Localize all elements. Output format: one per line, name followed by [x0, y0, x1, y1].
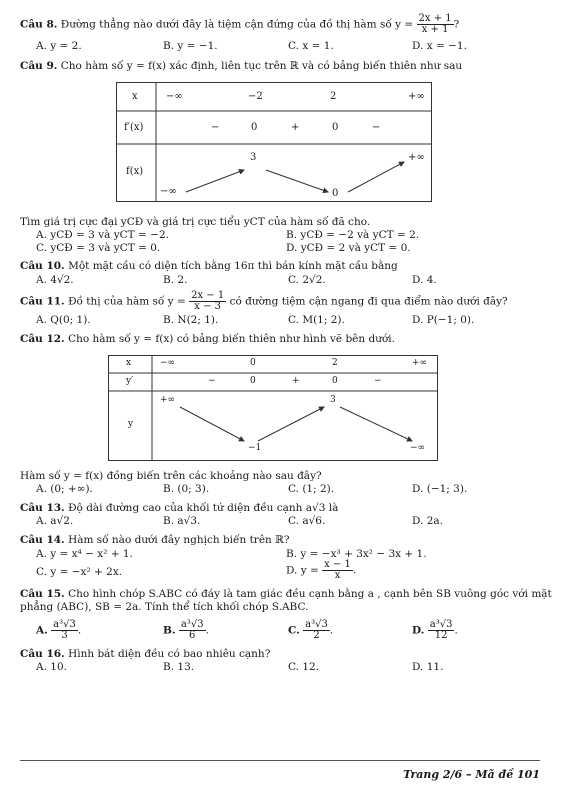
option-d[interactable]: [286, 560, 356, 581]
options-16: [20, 661, 550, 674]
option-a[interactable]: A. (0; +∞).: [36, 483, 93, 495]
function-value: 0: [332, 188, 339, 199]
options-14-row1: [20, 548, 550, 561]
question-stem: Một mặt cầu có diện tích bằng 16π thì bán kính mặt cầu bằng: [68, 260, 398, 272]
option-d[interactable]: [412, 620, 458, 641]
options-11: [20, 314, 550, 327]
question-9-prompt: Tìm giá trị cực đại yCĐ và giá trị cực tiểu yCT của hàm số đã cho.: [20, 216, 371, 228]
fraction-denominator: x + 1: [421, 24, 449, 35]
question-label: Câu 13.: [20, 502, 65, 514]
x-label: x: [132, 91, 138, 102]
fraction-numerator: x − 1: [324, 559, 351, 570]
derivative-sign: −: [374, 376, 382, 386]
derivative-value: 0: [332, 122, 339, 133]
fraction-denominator: x − 3: [194, 301, 222, 312]
derivative-sign: +: [291, 122, 300, 133]
question-stem: Đường thẳng nào dưới đây là tiệm cận đứng của đồ thị hàm số y =: [60, 18, 414, 31]
option-b[interactable]: B. y = −1.: [163, 40, 218, 52]
function-value: −∞: [410, 443, 426, 453]
question-stem: Hình bát diện đều có bao nhiêu cạnh?: [68, 648, 271, 660]
function-value: −1: [248, 443, 262, 453]
fraction-numerator: a³√3: [53, 619, 76, 630]
option-end: .: [454, 624, 458, 637]
question-13: [20, 502, 550, 515]
option-d[interactable]: D. 4.: [412, 274, 437, 286]
question-stem-end: có đường tiệm cận ngang đi qua điểm nào dưới đây?: [229, 295, 508, 308]
option-a[interactable]: A. 4√2.: [36, 274, 74, 286]
function-label: f(x): [126, 166, 144, 177]
question-label: Câu 10.: [20, 260, 65, 272]
fraction-denominator: 2: [313, 630, 320, 641]
question-12: [20, 333, 550, 346]
options-10: [20, 274, 550, 287]
derivative-label: y′: [126, 376, 134, 386]
function-value: +∞: [160, 395, 176, 405]
question-label: Câu 11.: [20, 295, 65, 308]
fraction-denominator: x: [334, 570, 341, 581]
fraction: [428, 619, 458, 641]
derivative-value: 0: [332, 376, 338, 386]
question-8: [20, 14, 550, 35]
option-end: .: [205, 624, 209, 637]
option-a[interactable]: A. 10.: [36, 661, 67, 673]
page-footer: Trang 2/6 – Mã đề 101: [403, 768, 540, 781]
option-d[interactable]: D. 2a.: [412, 515, 443, 527]
options-9-row2: [20, 242, 550, 255]
question-15: [20, 588, 550, 601]
option-d[interactable]: D. P(−1; 0).: [412, 314, 475, 326]
variation-table-9: [116, 82, 432, 202]
option-label: B.: [163, 624, 176, 637]
options-12: [20, 483, 550, 496]
options-9-row1: [20, 229, 550, 242]
option-c[interactable]: C. x = 1.: [288, 40, 334, 52]
x-value: +∞: [412, 358, 428, 368]
question-stem: Độ dài đường cao của khối tứ diện đều cạnh a√3 là: [68, 502, 339, 514]
question-label: Câu 15.: [20, 588, 65, 600]
option-label: A.: [36, 624, 48, 637]
option-c[interactable]: [288, 620, 333, 641]
option-a[interactable]: [36, 620, 81, 641]
x-value: 2: [332, 358, 338, 368]
fraction-numerator: 2x + 1: [418, 13, 452, 24]
option-end: .: [77, 624, 82, 637]
function-value: −∞: [160, 186, 177, 197]
option-b[interactable]: [163, 620, 209, 641]
x-label: x: [126, 358, 132, 368]
question-9: [20, 60, 550, 73]
derivative-sign: −: [211, 122, 220, 133]
question-12-prompt: Hàm số y = f(x) đồng biến trên các khoảng nào sau đây?: [20, 470, 322, 482]
option-b[interactable]: B. y = −x³ + 3x² − 3x + 1.: [286, 548, 427, 560]
options-14-row2: [20, 559, 550, 581]
option-a[interactable]: A. y = x⁴ − x² + 1.: [36, 548, 133, 560]
option-d[interactable]: D. yCĐ = 2 và yCT = 0.: [286, 242, 411, 254]
question-15-line2: phẳng (ABC), SB = 2a. Tính thể tích khối chóp S.ABC.: [20, 601, 309, 613]
option-c[interactable]: C. (1; 2).: [288, 483, 335, 495]
derivative-label: f′(x): [124, 122, 144, 133]
x-value: −∞: [166, 91, 183, 102]
option-d[interactable]: D. x = −1.: [412, 40, 467, 52]
table-grid: [116, 82, 432, 202]
option-a[interactable]: A. y = 2.: [36, 40, 82, 52]
x-value: −2: [248, 91, 263, 102]
question-stem: Cho hàm số y = f(x) có bảng biến thiên như hình vẽ bên dưới.: [68, 333, 395, 345]
fraction: [179, 620, 206, 641]
fraction: [322, 560, 353, 581]
option-d-end: .: [352, 564, 357, 577]
question-stem: Cho hàm số y = f(x) xác định, liên tục trên ℝ và có bảng biến thiên như sau: [60, 60, 463, 72]
function-value: +∞: [408, 152, 425, 163]
footer-divider: [20, 760, 540, 761]
option-b[interactable]: B. a√3.: [163, 515, 201, 527]
x-value: +∞: [408, 91, 425, 102]
fraction-denominator: 6: [189, 630, 196, 641]
fraction-numerator: 2x − 1: [191, 290, 225, 301]
question-stem: Đồ thị của hàm số y =: [68, 295, 186, 308]
option-label: D.: [412, 624, 425, 637]
fraction: [51, 620, 78, 641]
variation-table-12: [108, 355, 438, 461]
question-16: [20, 648, 550, 661]
question-mark: ?: [453, 18, 460, 31]
fraction-numerator: a³√3: [429, 619, 453, 630]
option-b[interactable]: B. (0; 3).: [163, 483, 210, 495]
function-value: 3: [330, 395, 336, 405]
question-stem: Cho hình chóp S.ABC có đáy là tam giác đều cạnh bằng a , cạnh bên SB vuông góc với mặt: [68, 588, 552, 600]
option-d-label: D. y =: [286, 564, 319, 577]
derivative-sign: −: [372, 122, 381, 133]
fraction-denominator: 3: [61, 630, 68, 641]
fraction-numerator: a³√3: [305, 619, 328, 630]
question-10: [20, 260, 550, 273]
derivative-value: 0: [250, 376, 256, 386]
option-b[interactable]: B. 2.: [163, 274, 188, 286]
option-a[interactable]: A. a√2.: [36, 515, 74, 527]
question-stem: Hàm số nào dưới đây nghịch biến trên ℝ?: [68, 534, 290, 546]
option-c[interactable]: C. M(1; 2).: [288, 314, 345, 326]
options-15: [20, 620, 550, 646]
option-d[interactable]: D. 11.: [412, 661, 444, 673]
fraction: [303, 620, 330, 641]
derivative-sign: −: [208, 376, 216, 386]
fraction-numerator: a³√3: [180, 619, 204, 630]
fraction: [417, 14, 454, 35]
function-value: 3: [250, 152, 257, 163]
x-value: −∞: [160, 358, 176, 368]
question-label: Câu 8.: [20, 18, 58, 31]
option-end: .: [329, 624, 334, 637]
option-c[interactable]: C. 2√2.: [288, 274, 326, 286]
question-11: [20, 291, 550, 312]
option-c[interactable]: C. a√6.: [288, 515, 326, 527]
option-b[interactable]: B. yCĐ = −2 và yCT = 2.: [286, 229, 420, 241]
derivative-sign: +: [292, 376, 300, 386]
option-d[interactable]: D. (−1; 3).: [412, 483, 468, 495]
fraction-denominator: 12: [434, 630, 448, 641]
question-label: Câu 9.: [20, 60, 58, 72]
options-8: [20, 40, 550, 53]
option-b[interactable]: B. N(2; 1).: [163, 314, 219, 326]
option-c[interactable]: C. yCĐ = 3 và yCT = 0.: [36, 242, 161, 254]
option-c[interactable]: C. 12.: [288, 661, 320, 673]
option-a[interactable]: A. Q(0; 1).: [36, 314, 91, 326]
x-value: 2: [330, 91, 337, 102]
derivative-value: 0: [251, 122, 258, 133]
table-grid: [108, 355, 438, 461]
option-c[interactable]: C. y = −x² + 2x.: [36, 566, 123, 578]
x-value: 0: [250, 358, 256, 368]
option-label: C.: [288, 624, 300, 637]
question-14: [20, 534, 550, 547]
options-13: [20, 515, 550, 528]
question-label: Câu 12.: [20, 333, 65, 345]
question-label: Câu 16.: [20, 648, 65, 660]
fraction: [189, 291, 226, 312]
option-a[interactable]: A. yCĐ = 3 và yCT = −2.: [36, 229, 169, 241]
question-label: Câu 14.: [20, 534, 65, 546]
option-b[interactable]: B. 13.: [163, 661, 195, 673]
function-label: y: [128, 419, 134, 429]
